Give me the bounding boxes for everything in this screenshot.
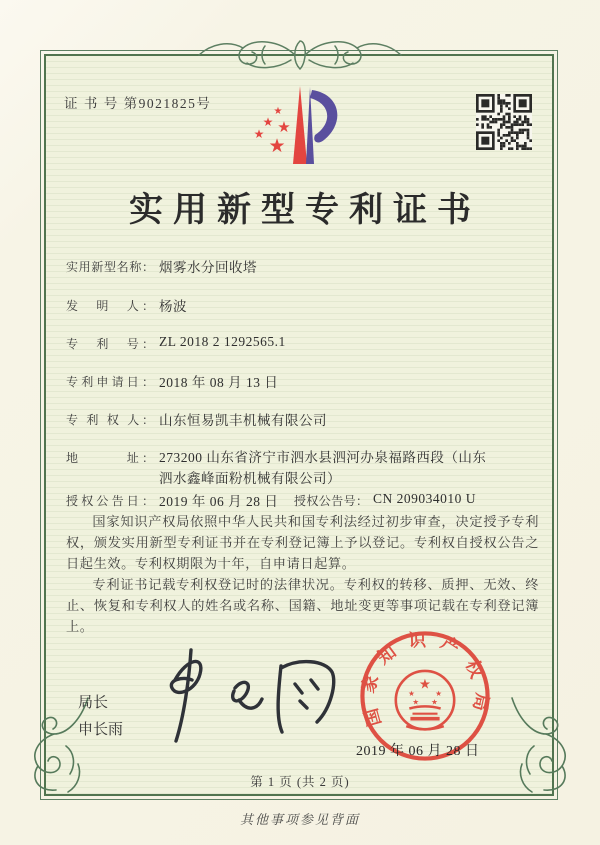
field-row-filing-date	[66, 371, 278, 392]
field-label: 专 利 号：	[66, 337, 154, 351]
signature-handwriting-icon	[135, 638, 350, 756]
field-row-name	[66, 256, 257, 277]
svg-text:★: ★	[253, 127, 265, 141]
field-row-address	[66, 447, 497, 489]
field-value: 2019 年 06 月 28 日	[159, 494, 279, 509]
field-row-patentee	[66, 409, 327, 430]
field-label: 实用新型名称：	[66, 260, 154, 274]
svg-text:★: ★	[277, 120, 291, 136]
qr-code	[476, 94, 532, 150]
field-row-inventor	[66, 295, 187, 316]
back-note: 其他事项参见背面	[239, 812, 360, 827]
paragraph-1: 国家知识产权局依照中华人民共和国专利法经过初步审查，决定授予专利权，颁发实用新型专利证书并在专利登记簿上予以登记。专利权自授权公告之日起生效。专利权期限为十年，自申请日起算。	[66, 514, 539, 571]
legal-text-section	[66, 511, 539, 637]
field-value: 杨波	[159, 299, 187, 314]
field-label: 专 利 权 人：	[66, 413, 154, 427]
page-title: 实用新型专利证书	[129, 192, 481, 229]
field-label: 发 明 人：	[66, 299, 154, 313]
svg-text:★: ★	[268, 136, 286, 157]
field-value: 273200 山东省济宁市泗水县泗河办泉福路西段（山东泗水鑫峰面粉机械有限公司）	[159, 450, 487, 486]
certificate-number: 证 书 号 第9021825号	[64, 96, 212, 111]
field-row-grant	[66, 490, 477, 511]
field-value: 烟雾水分回收塔	[159, 260, 257, 275]
svg-text:★: ★	[262, 115, 274, 129]
field-value: 山东恒易凯丰机械有限公司	[159, 413, 327, 428]
field-value: 2018 年 08 月 13 日	[159, 375, 279, 390]
svg-text:★: ★	[431, 697, 438, 707]
svg-text:★: ★	[418, 676, 432, 692]
seal-date: 2019 年 06 月 28 日	[356, 744, 480, 759]
signoff-block	[78, 690, 123, 744]
svg-text:★: ★	[408, 689, 415, 698]
field-label: 授权公告日：	[66, 494, 154, 508]
svg-text:★: ★	[273, 106, 283, 117]
paragraph-2: 专利证书记载专利权登记时的法律状况。专利权的转移、质押、无效、终止、恢复和专利权人的姓名或名称、国籍、地址变更等事项记载在专利登记簿上。	[66, 577, 539, 634]
field-pair-grant-no	[294, 490, 476, 509]
signoff-title: 局长	[78, 695, 109, 711]
field-value: ZL 2018 2 1292565.1	[159, 334, 286, 349]
field-value: CN 209034010 U	[373, 491, 477, 506]
field-label: 专利申请日：	[66, 375, 154, 389]
field-label: 地 址：	[66, 451, 154, 465]
field-row-patent-no	[66, 333, 286, 352]
signoff-name: 申长雨	[78, 722, 124, 738]
seal-text: 国家知识产权局	[357, 629, 493, 729]
svg-text:★: ★	[412, 697, 419, 707]
page-indicator: 第 1 页 (共 2 页)	[250, 775, 350, 789]
svg-text:★: ★	[435, 689, 442, 698]
cnipa-logo-icon	[248, 80, 348, 172]
field-label: 授权公告号：	[294, 494, 368, 508]
